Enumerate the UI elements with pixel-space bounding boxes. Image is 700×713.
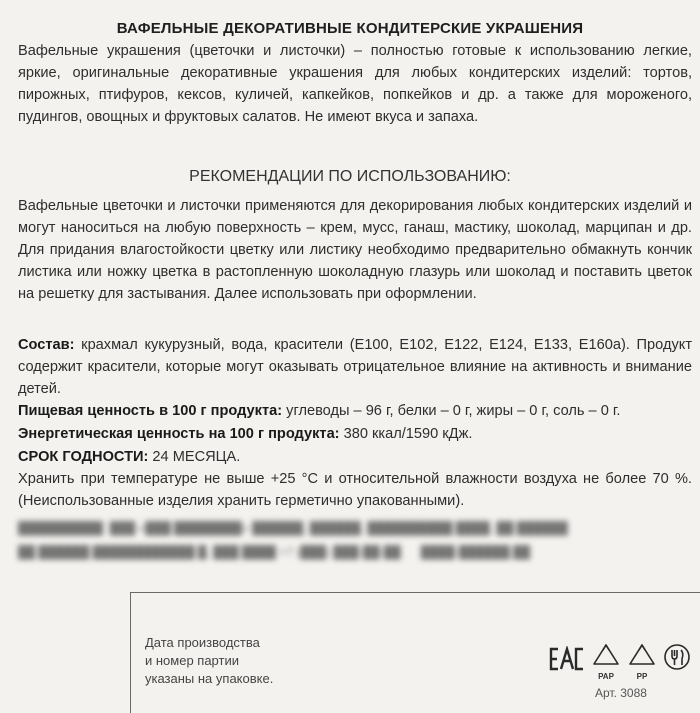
- nutrition-text: углеводы – 96 г, белки – 0 г, жиры – 0 г, соль – 0 г.: [282, 403, 621, 419]
- recommendations-heading: РЕКОМЕНДАЦИИ ПО ИСПОЛЬЗОВАНИЮ:: [189, 168, 511, 185]
- composition-text: крахмал кукурузный, вода, красители (Е100, Е102, Е122, Е124, Е133, Е160а). Продукт содержит красители, которые могут оказывать отрицательное влияние на активность и внимание детей.: [18, 337, 692, 397]
- recommendations-paragraph: Вафельные цветочки и листочки применяются для декорирования любых кондитерских изделий и могут наноситься на любую поверхность – крем, мусс, ганаш, мастику, шоколад, марципан и др. Для придания влагостойкости цветку или листику необходимо предварительно обмакнуть кончик листика или ножку цветка в растопленную шоколадную глазурь или шоколад и поставить цветок на решетку для застывания. Далее использовать при оформлении.: [18, 198, 692, 302]
- shelf-life-label: СРОК ГОДНОСТИ:: [18, 449, 149, 465]
- nutrition-label: Пищевая ценность в 100 г продукта:: [18, 403, 283, 419]
- pp-label: PP: [636, 672, 648, 681]
- recycle-pp-icon: [627, 643, 657, 681]
- composition-section: [18, 334, 692, 400]
- energy-label: Энергетическая ценность на 100 г продукта:: [18, 426, 340, 442]
- shelf-life-section: [18, 446, 692, 468]
- blurred-manufacturer-info: [18, 516, 678, 564]
- blurred-line: ██████████ ███ «███ ████████» ██████, ██████, ██████████ ████, ██ ██████: [18, 521, 568, 535]
- production-line-3: указаны на упаковке.: [145, 671, 274, 686]
- storage-text: Хранить при температуре не выше +25 °С и относительной влажности воздуха не более 70 %. (Неиспользованные изделия хранить герметично упакованными).: [18, 471, 692, 509]
- recycle-pap-icon: [591, 643, 621, 681]
- blurred-line: ██ ██████ ████████████ █, ███ ████ +7 (███) ███-██-██ ████-██████.██: [18, 545, 531, 559]
- nutrition-section: [18, 400, 692, 422]
- eac-mark-icon: [549, 646, 585, 677]
- production-line-1: Дата производства: [145, 635, 260, 650]
- composition-label: Состав:: [18, 337, 75, 353]
- article-number: Арт. 3088: [595, 686, 647, 700]
- production-info: [145, 634, 345, 688]
- shelf-life-text: 24 МЕСЯЦА.: [148, 449, 241, 465]
- energy-text: 380 ккал/1590 кДж.: [339, 426, 473, 442]
- pap-label: PAP: [598, 672, 614, 681]
- product-title: ВАФЕЛЬНЫЕ ДЕКОРАТИВНЫЕ КОНДИТЕРСКИЕ УКРАШЕНИЯ: [116, 20, 584, 37]
- food-safe-icon: [662, 643, 692, 676]
- intro-paragraph: Вафельные украшения (цветочки и листочки) – полностью готовые к использованию легкие, яркие, оригинальные декоративные украшения для любых кондитерских изделий: тортов, пирожных, птифуров, кексов, куличей, капкейков, попкейков и др. а также для мороженого, пудингов, овощных и фруктовых салатов. Не имеют вкуса и запаха.: [18, 43, 692, 125]
- energy-section: [18, 423, 692, 445]
- production-line-2: и номер партии: [145, 653, 239, 668]
